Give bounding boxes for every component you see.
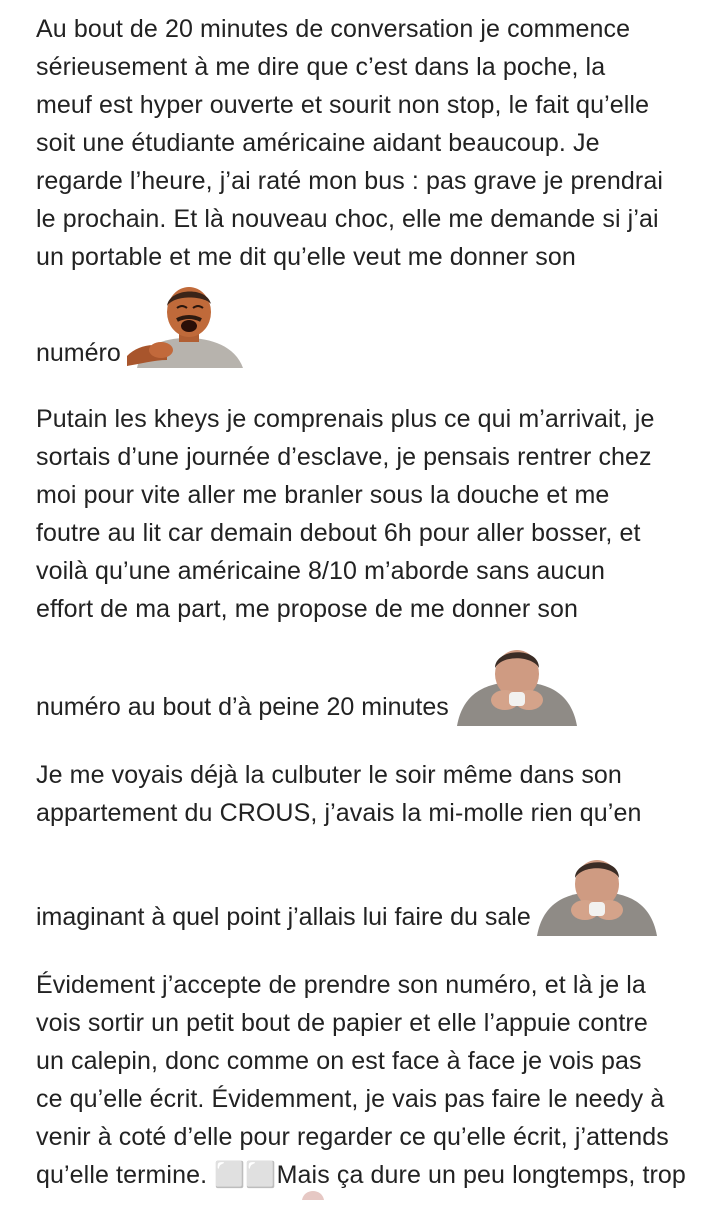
crying-man-sticker-icon <box>457 642 577 726</box>
paragraph-gap <box>36 726 716 756</box>
paragraph-1 <box>36 10 716 276</box>
paragraph-gap <box>36 372 716 400</box>
paragraph-4 <box>36 966 716 1194</box>
text-line: sérieusement à me dire que c’est dans la poche, la <box>36 53 606 81</box>
text-line: numéro au bout d’à peine 20 minutes <box>36 693 449 721</box>
cropped-sticker-icon <box>300 1182 326 1200</box>
text-line: Au bout de 20 minutes de conversation je commence <box>36 15 631 43</box>
text-line: numéro <box>36 339 121 367</box>
text-line: Je me voyais déjà la culbuter le soir même dans son <box>36 761 622 789</box>
sticker-line-1 <box>36 284 716 372</box>
text-line: voilà qu’une américaine 8/10 m’aborde sans aucun <box>36 557 606 585</box>
text-line: Évidement j’accepte de prendre son numéro, et là je la <box>36 971 646 999</box>
paragraph-gap <box>36 936 716 966</box>
text-line: meuf est hyper ouverte et sourit non stop, le fait qu’elle <box>36 91 650 119</box>
paragraph-3 <box>36 756 716 832</box>
text-line: effort de ma part, me propose de me donner son <box>36 595 578 623</box>
text-line: Putain les kheys je comprenais plus ce qui m’arrivait, je <box>36 405 655 433</box>
paragraph-2 <box>36 400 716 628</box>
text-line: ce qu’elle écrit. Évidemment, je vais pas faire le needy à <box>36 1085 665 1113</box>
text-line: le prochain. Et là nouveau choc, elle me demande si j’ai <box>36 205 659 233</box>
text-line: appartement du CROUS, j’avais la mi-molle rien qu’en <box>36 799 642 827</box>
text-line: moi pour vite aller me branler sous la douche et me <box>36 481 610 509</box>
text-line: soit une étudiante américaine aidant beaucoup. Je <box>36 129 600 157</box>
text-line: qu’elle termine. ⬜⬜Mais ça dure un peu longtemps, trop <box>36 1161 686 1189</box>
crying-man-sticker-icon <box>537 852 657 936</box>
post-body <box>36 10 716 1194</box>
text-line: venir à coté d’elle pour regarder ce qu’elle écrit, j’attends <box>36 1123 669 1151</box>
text-line: sortais d’une journée d’esclave, je pensais rentrer chez <box>36 443 652 471</box>
risitas-laughing-sticker-icon <box>127 284 247 368</box>
text-line: un portable et me dit qu’elle veut me donner son <box>36 243 576 271</box>
sticker-line-3 <box>36 852 716 936</box>
text-line: foutre au lit car demain debout 6h pour aller bosser, et <box>36 519 641 547</box>
text-line: imaginant à quel point j’allais lui faire du sale <box>36 903 531 931</box>
text-line: vois sortir un petit bout de papier et elle l’appuie contre <box>36 1009 648 1037</box>
text-line: regarde l’heure, j’ai raté mon bus : pas grave je prendrai <box>36 167 663 195</box>
sticker-line-2 <box>36 642 716 726</box>
text-line: un calepin, donc comme on est face à face je vois pas <box>36 1047 642 1075</box>
